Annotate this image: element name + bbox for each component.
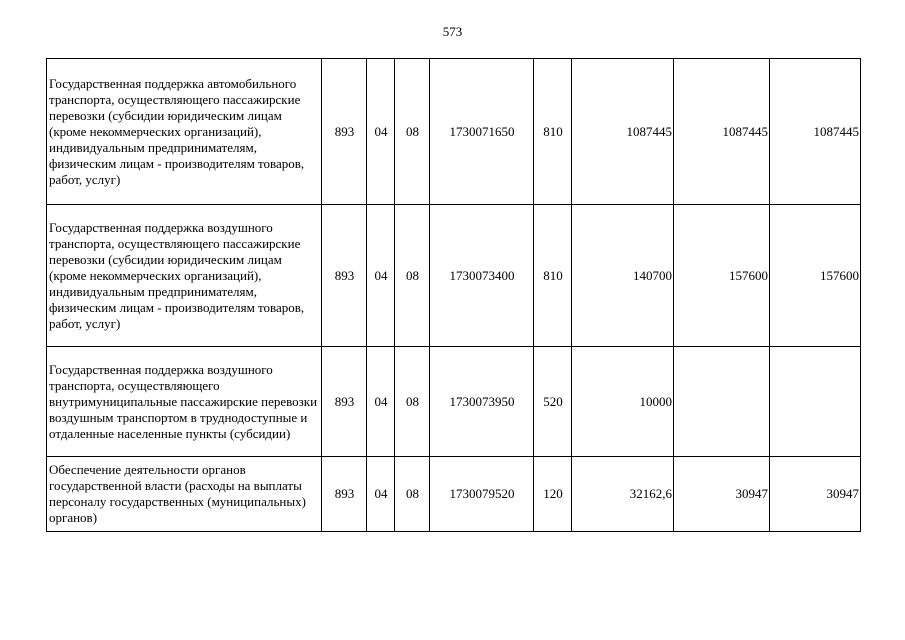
section-code: 04 (367, 347, 395, 457)
target-article-code: 1730071650 (430, 59, 534, 205)
amount-year-1: 1087445 (572, 59, 674, 205)
section-code: 04 (367, 457, 395, 532)
section-code: 04 (367, 205, 395, 347)
ministry-code: 893 (322, 347, 367, 457)
amount-year-1: 32162,6 (572, 457, 674, 532)
row-description: Государственная поддержка автомобильного транспорта, осуществляющего пассажирские перевозки (субсидии юридическим лицам (кроме некоммерческих организаций), индивидуальным предпринимателям, физическим лицам - производителям товаров, работ, услуг) (47, 59, 322, 205)
row-description: Государственная поддержка воздушного транспорта, осуществляющего внутримуниципальные пассажирские перевозки воздушным транспортом в труднодоступные и отдаленные населенные пункты (субсидии) (47, 347, 322, 457)
table-row (47, 205, 861, 347)
subsection-code: 08 (395, 59, 430, 205)
budget-table (46, 58, 861, 532)
amount-year-3 (770, 347, 861, 457)
row-description: Государственная поддержка воздушного транспорта, осуществляющего пассажирские перевозки (субсидии юридическим лицам (кроме некоммерческих организаций), индивидуальным предпринимателям, физическим лицам - производителям товаров, работ, услуг) (47, 205, 322, 347)
target-article-code: 1730073950 (430, 347, 534, 457)
amount-year-2: 157600 (674, 205, 770, 347)
table-row (47, 457, 861, 532)
section-code: 04 (367, 59, 395, 205)
amount-year-2: 1087445 (674, 59, 770, 205)
amount-year-2 (674, 347, 770, 457)
expense-type-code: 520 (534, 347, 572, 457)
subsection-code: 08 (395, 205, 430, 347)
expense-type-code: 120 (534, 457, 572, 532)
amount-year-1: 140700 (572, 205, 674, 347)
amount-year-2: 30947 (674, 457, 770, 532)
subsection-code: 08 (395, 457, 430, 532)
page-number: 573 (442, 24, 463, 39)
expense-type-code: 810 (534, 59, 572, 205)
amount-year-3: 157600 (770, 205, 861, 347)
amount-year-3: 30947 (770, 457, 861, 532)
ministry-code: 893 (322, 59, 367, 205)
amount-year-1: 10000 (572, 347, 674, 457)
target-article-code: 1730079520 (430, 457, 534, 532)
target-article-code: 1730073400 (430, 205, 534, 347)
amount-year-3: 1087445 (770, 59, 861, 205)
ministry-code: 893 (322, 457, 367, 532)
table-row (47, 347, 861, 457)
expense-type-code: 810 (534, 205, 572, 347)
table-row (47, 59, 861, 205)
ministry-code: 893 (322, 205, 367, 347)
subsection-code: 08 (395, 347, 430, 457)
row-description: Обеспечение деятельности органов государственной власти (расходы на выплаты персоналу государственных (муниципальных) органов) (47, 457, 322, 532)
